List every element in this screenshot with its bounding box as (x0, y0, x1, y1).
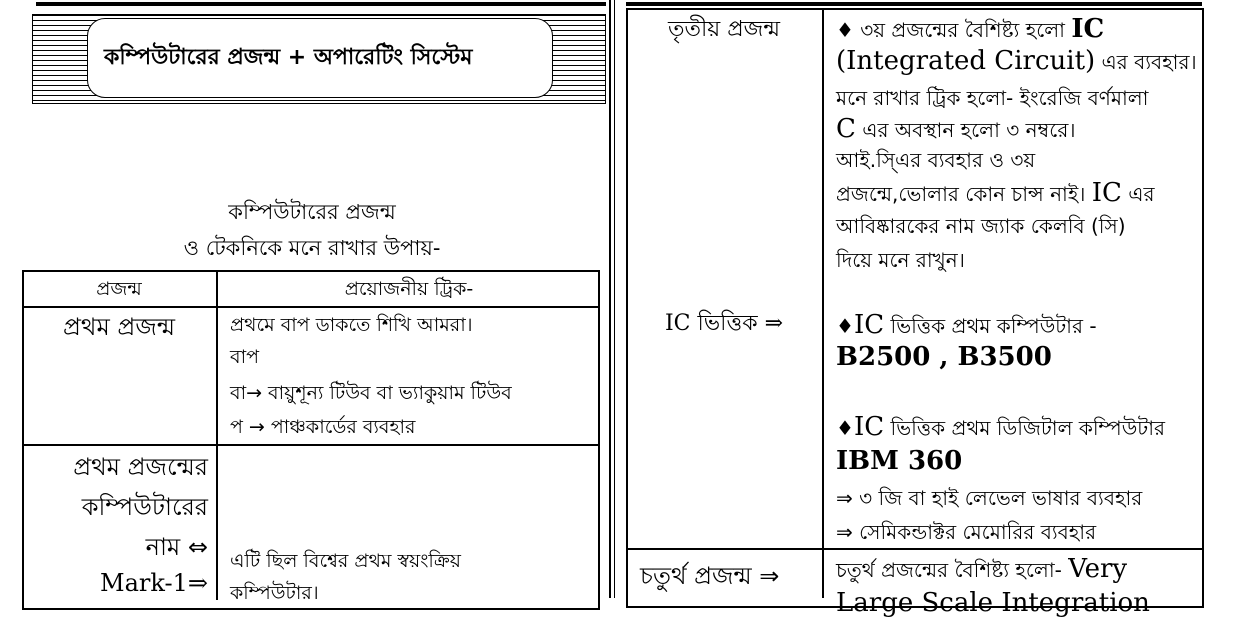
top-rule-left (36, 2, 606, 6)
r3-line-3: মনে রাখার ট্রিক হলো- ইংরেজি বর্ণমালা (836, 86, 1149, 110)
row4-gen: চতুর্থ প্রজন্ম ⇒ (640, 562, 780, 590)
right-table-col-divider (822, 8, 824, 598)
row1-trick-1: প্রথমে বাপ ডাকতে শিখি আমরা। (230, 314, 473, 336)
column-divider-inner (614, 0, 615, 598)
row2-gen-1: প্রথম প্রজন্মের (73, 453, 208, 481)
left-table-row-rule (22, 444, 600, 446)
r3-line-9: ♦IC ভিত্তিক প্রথম কম্পিউটার - (836, 310, 1097, 340)
row3-basis: IC ভিত্তিক ⇒ (664, 311, 784, 336)
r3-line-1: ♦ ৩য় প্রজন্মের বৈশিষ্ট্য হলো IC (836, 14, 1105, 44)
table-header-gen: প্রজন্ম (96, 278, 142, 300)
section-heading-1: কম্পিউটারের প্রজন্ম (228, 200, 396, 224)
row2-gen-4: Mark-1⇒ (100, 569, 208, 597)
row2-trick-2: কম্পিউটার। (230, 582, 319, 604)
r3-line-7: আবিষ্কারকের নাম জ্যাক কেলবি (সি) (836, 214, 1126, 238)
title-banner (32, 14, 606, 104)
r3-line-5: আই.সি্এর ব্যবহার ও ৩য় (836, 148, 1036, 172)
r3-line-6: প্রজন্মে,ভোলার কোন চান্স নাই। IC এর (836, 178, 1155, 208)
r3-line-4: C এর অবস্থান হলো ৩ নম্বরে। (836, 114, 1076, 144)
top-rule-right (626, 2, 1202, 6)
row3-gen: তৃতীয় প্রজন্ম (667, 17, 780, 42)
row1-gen: প্রথম প্রজন্ম (63, 313, 175, 341)
section-heading-2: ও টেকনিকে মনে রাখার উপায়- (183, 236, 441, 260)
r3-line-10: B2500 , B3500 (836, 342, 1052, 372)
r4-line-1: চতুর্থ প্রজন্মের বৈশিষ্ট্য হলো- Very (836, 554, 1128, 584)
r3-line-8: দিয়ে মনে রাখুন। (836, 248, 965, 272)
r3-line-13: ⇒ ৩ জি বা হাই লেভেল ভাষার ব্যবহার (836, 486, 1143, 510)
r3-line-12: IBM 360 (836, 446, 963, 476)
row1-trick-4: প → পাঞ্চকার্ডের ব্যবহার (230, 416, 416, 438)
r3-line-14: ⇒ সেমিকন্ডাক্টর মেমোরির ব্যবহার (836, 520, 1097, 544)
banner-title: কম্পিউটারের প্রজন্ম + অপারেটিং সিস্টেম (87, 18, 553, 98)
r3-line-11: ♦IC ভিত্তিক প্রথম ডিজিটাল কম্পিউটার (836, 412, 1165, 442)
row2-gen-3: নাম ⇔ (145, 533, 208, 561)
r3-line-2: (Integrated Circuit) এর ব্যবহার। (836, 46, 1197, 76)
row1-trick-3: বা→ বায়ুশূন্য টিউব বা ভ্যাকুয়াম টিউব (230, 382, 512, 404)
left-table-col-divider (216, 270, 218, 600)
row2-trick-1: এটি ছিল বিশ্বের প্রথম স্বয়ংক্রিয় (230, 550, 461, 572)
table-header-trick: প্রয়োজনীয় ট্রিক- (344, 278, 474, 300)
column-divider (609, 0, 611, 598)
row2-gen-2: কম্পিউটারের (81, 493, 208, 521)
r4-line-2: Large Scale Integration (836, 588, 1150, 618)
row1-trick-2: বাপ (230, 346, 259, 368)
